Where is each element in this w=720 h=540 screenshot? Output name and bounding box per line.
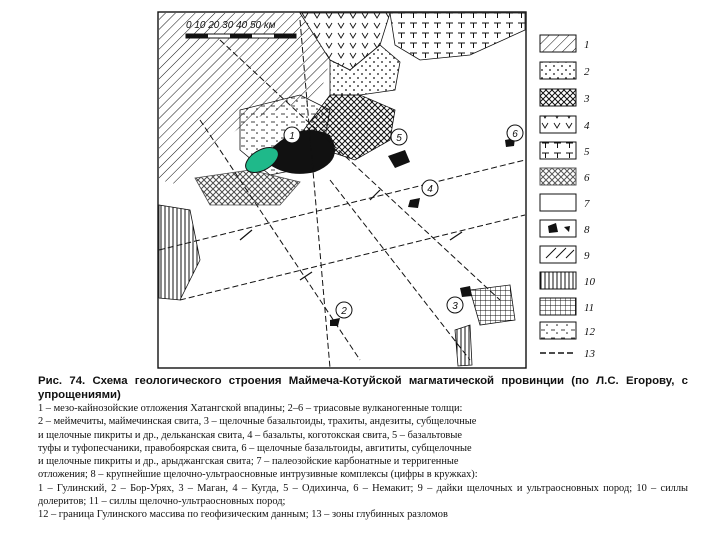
- map-label-6: 6: [512, 129, 518, 140]
- caption-line-3: и щелочные пикриты и др., дельканская свита, 4 – базальты, коготокская свита, 5 – базальтовые: [38, 429, 462, 441]
- caption-line-4: туфы и туфопесчаники, правобоярская свита, 6 – щелочные базальтоиды, авгититы, субщелочные: [38, 442, 472, 454]
- map-label-1: 1: [289, 131, 295, 142]
- legend-num-1: 1: [584, 39, 590, 51]
- legend-num-4: 4: [584, 120, 590, 132]
- legend-num-13: 13: [584, 348, 595, 360]
- caption-line-1: 1 – мезо-кайнозойские отложения Хатангской впадины; 2–6 – триасовые вулканогенные толщи:: [38, 403, 463, 414]
- caption-line-8: 12 – граница Гулинского массива по геофизическим данным; 13 – зоны глубинных разломов: [38, 509, 448, 521]
- legend: [540, 35, 596, 360]
- legend-num-5: 5: [584, 146, 590, 158]
- map-label-4: 4: [427, 184, 433, 195]
- legend-num-3: 3: [584, 93, 590, 105]
- massif-3: [460, 286, 472, 297]
- scale-bar-text: 0 10 20 30 40 50 км: [186, 20, 276, 31]
- legend-num-10: 10: [584, 276, 595, 288]
- map-label-3: 3: [452, 301, 458, 312]
- caption-title: Рис. 74. Схема геологического строения Маймеча-Котуйской магматической провинции (по Л.С. Егорову, с упрощениями): [38, 375, 688, 401]
- legend-num-8: 8: [584, 224, 590, 236]
- caption-line-6: отложения; 8 – крупнейшие щелочно-ультраосновные интрузивные комплексы (цифры в кружках):: [38, 469, 478, 481]
- caption-line-5: и щелочные пикриты и др., арыджангская свита; 7 – палеозойские карбонатные и терригенные: [38, 456, 459, 468]
- legend-num-12: 12: [584, 326, 595, 338]
- figure-caption: [38, 374, 688, 522]
- legend-num-2: 2: [584, 66, 590, 78]
- legend-num-11: 11: [584, 302, 595, 314]
- caption-line-2: 2 – меймечиты, маймечинская свита, 3 – щелочные базальтоиды, трахиты, андезиты, субщелочные: [38, 416, 477, 428]
- legend-num-6: 6: [584, 172, 590, 184]
- legend-num-7: 7: [584, 198, 590, 210]
- map-label-5: 5: [396, 133, 402, 144]
- caption-line-7: 1 – Гулинский, 2 – Бор-Урях, 3 – Маган, 4 – Кугда, 5 – Одихинча, 6 – Немакит; 9 – дайки щелочных и ультраосновных пород; 10 – силлы долеритов; 11 – силлы щелочно-ультраосновных пород;: [38, 482, 688, 508]
- map-label-2: 2: [341, 306, 347, 317]
- legend-num-9: 9: [584, 250, 590, 262]
